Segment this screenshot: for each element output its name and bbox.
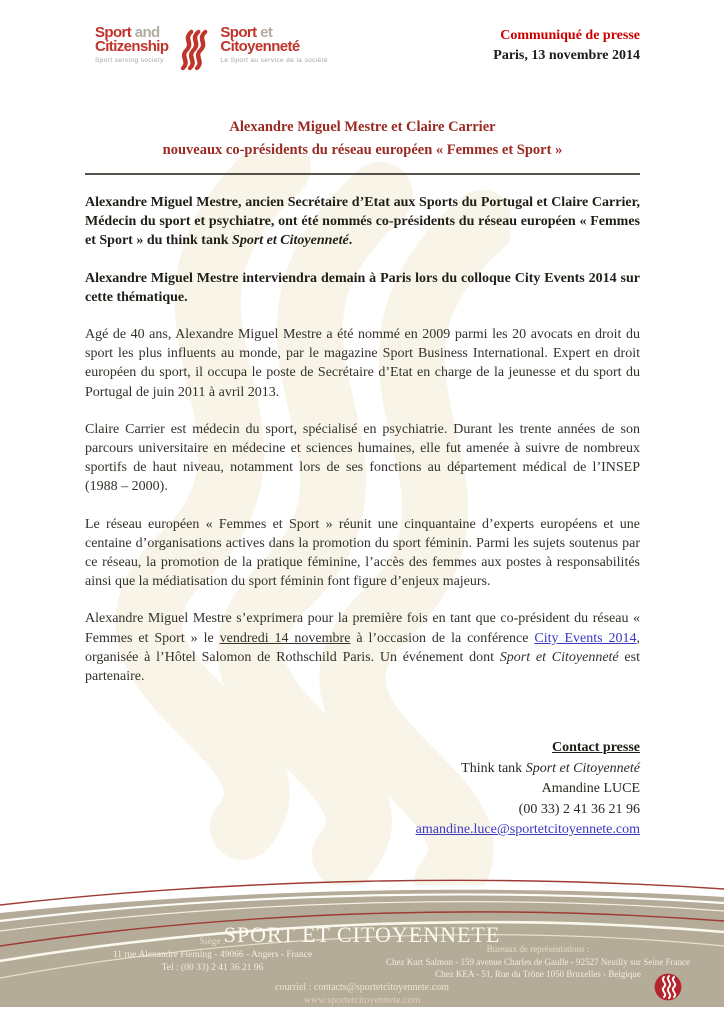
logo-line: Citizenship [95,37,169,55]
header [95,26,640,72]
body-text [85,193,640,704]
logo-tagline: Le Sport au service de la société [220,57,328,64]
contact-email-link[interactable]: amandine.luce@sportetcitoyennete.com [415,822,640,837]
dateline: Paris, 13 novembre 2014 [493,48,640,63]
bureaux-address-1: Chez Kurt Salmon - 159 avenue Charles de Gaulle - 92527 Neuilly sur Seine France [386,956,690,967]
city-events-link[interactable]: City Events 2014 [534,630,637,646]
sss-logo-icon [177,26,211,72]
bureaux-label: Bureaux de représentations : [486,944,590,954]
org-name-italic: Sport et Citoyenneté [525,760,640,776]
text-run: . [348,233,353,249]
text-run: Alexandre Miguel Mestre, ancien Secrétaire d’Etat aux Sports du Portugal et Claire Carrier, Médecin du sport et psychiatre, ont été nommés co-présidents du réseau européen « Femmes et Sport » du think tank [85,195,640,249]
press-release-kicker: Communiqué de presse [500,28,640,43]
press-meta [493,26,640,66]
footer-org-name: SPORT ET CITOYENNETE [223,922,501,947]
footer-website: www.sportetcitoyennete.com [303,995,421,1006]
paragraph-nomination [85,193,640,251]
footer-email: courriel : contacts@sportetcitoyennete.com [275,982,449,993]
paragraph-network: Le réseau européen « Femmes et Sport » réunit une cinquantaine d’experts européens et une centaine d’organisations actives dans la promotion du sport féminin. Parmi les sujets soutenus par ce réseau, la promotion de la pratique féminine, l’accès des femmes aux postes à responsabilités ainsi que la médiatisation du sport féminin font figure d’enjeux majeurs. [85,516,640,590]
footer-siege-block [85,936,340,975]
paragraph-carrier-bio: Claire Carrier est médecin du sport, spécialisé en psychiatrie. Durant les trente années de son parcours universitaire en médecine et sciences humaines, elle fut amenée à suivre de nombreux sportifs de haut niveau, notamment lors de ses fonctions au département médical de l’INSEP (1988 – 2000). [85,421,640,495]
paragraph-conference [85,609,640,686]
contact-phone: (00 33) 2 41 36 21 96 [518,801,640,817]
date-underlined: vendredi 14 novembre [219,630,351,646]
footer [0,858,724,1024]
paragraph-intervention: Alexandre Miguel Mestre interviendra demain à Paris lors du colloque City Events 2014 sur cette thématique. [85,270,640,305]
text-run: Think tank [461,760,526,776]
logo-line: Sport et [220,24,273,41]
text-run: est partenaire. [85,649,640,685]
paragraph-mestre-bio: Agé de 40 ans, Alexandre Miguel Mestre a été nommé en 2009 parmi les 20 avocats en droit du sport les plus influents au monde, par le magazine Sport Business International. Expert en droit européen du sport, il occupa le poste de Secrétaire d’Etat en charge de la jeunesse et du sport du Portugal de juin 2011 à avril 2013. [85,327,640,400]
siege-label: Siège : [199,937,226,947]
siege-tel: Tel : (00 33) 2 41 36 21 96 [161,963,264,973]
org-name-italic: Sport et Citoyenneté [232,233,349,249]
logo-line: Citoyenneté [220,37,300,55]
contact-press-block [85,738,640,841]
logo-line: Sport and [95,24,160,41]
footer-contact-lines [0,981,724,1007]
bureaux-address-2: Chez KEA - 51, Rue du Trône 1050 Bruxelles - Belgique [435,969,641,979]
contact-press-heading: Contact presse [551,740,640,755]
sss-ball-logo-icon [654,973,682,1001]
text-run: à l’occasion de la conférence [350,630,535,646]
page-title [85,116,640,175]
sport-and-citizenship-logo [95,26,168,65]
text-run: , organisée à l’Hôtel Salomon de Rothschild Paris. Un événement dont [85,630,640,665]
logo-lockup [95,26,328,72]
title-line-2: nouveaux co-présidents du réseau européen « Femmes et Sport » [162,142,563,158]
sport-et-citoyennete-logo [220,26,328,65]
org-name-italic: Sport et Citoyenneté [499,649,619,665]
title-line-1: Alexandre Miguel Mestre et Claire Carrier [229,119,496,135]
contact-name: Amandine LUCE [541,781,640,796]
contact-org [85,759,640,780]
siege-address: 11 rue Alexandre Fleming - 49066 - Angers - France [112,950,313,960]
text-run: Alexandre Miguel Mestre s’exprimera pour la première fois en tant que co-président du réseau « Femmes et Sport » le [85,611,640,646]
logo-tagline: Sport serving society [95,57,164,64]
